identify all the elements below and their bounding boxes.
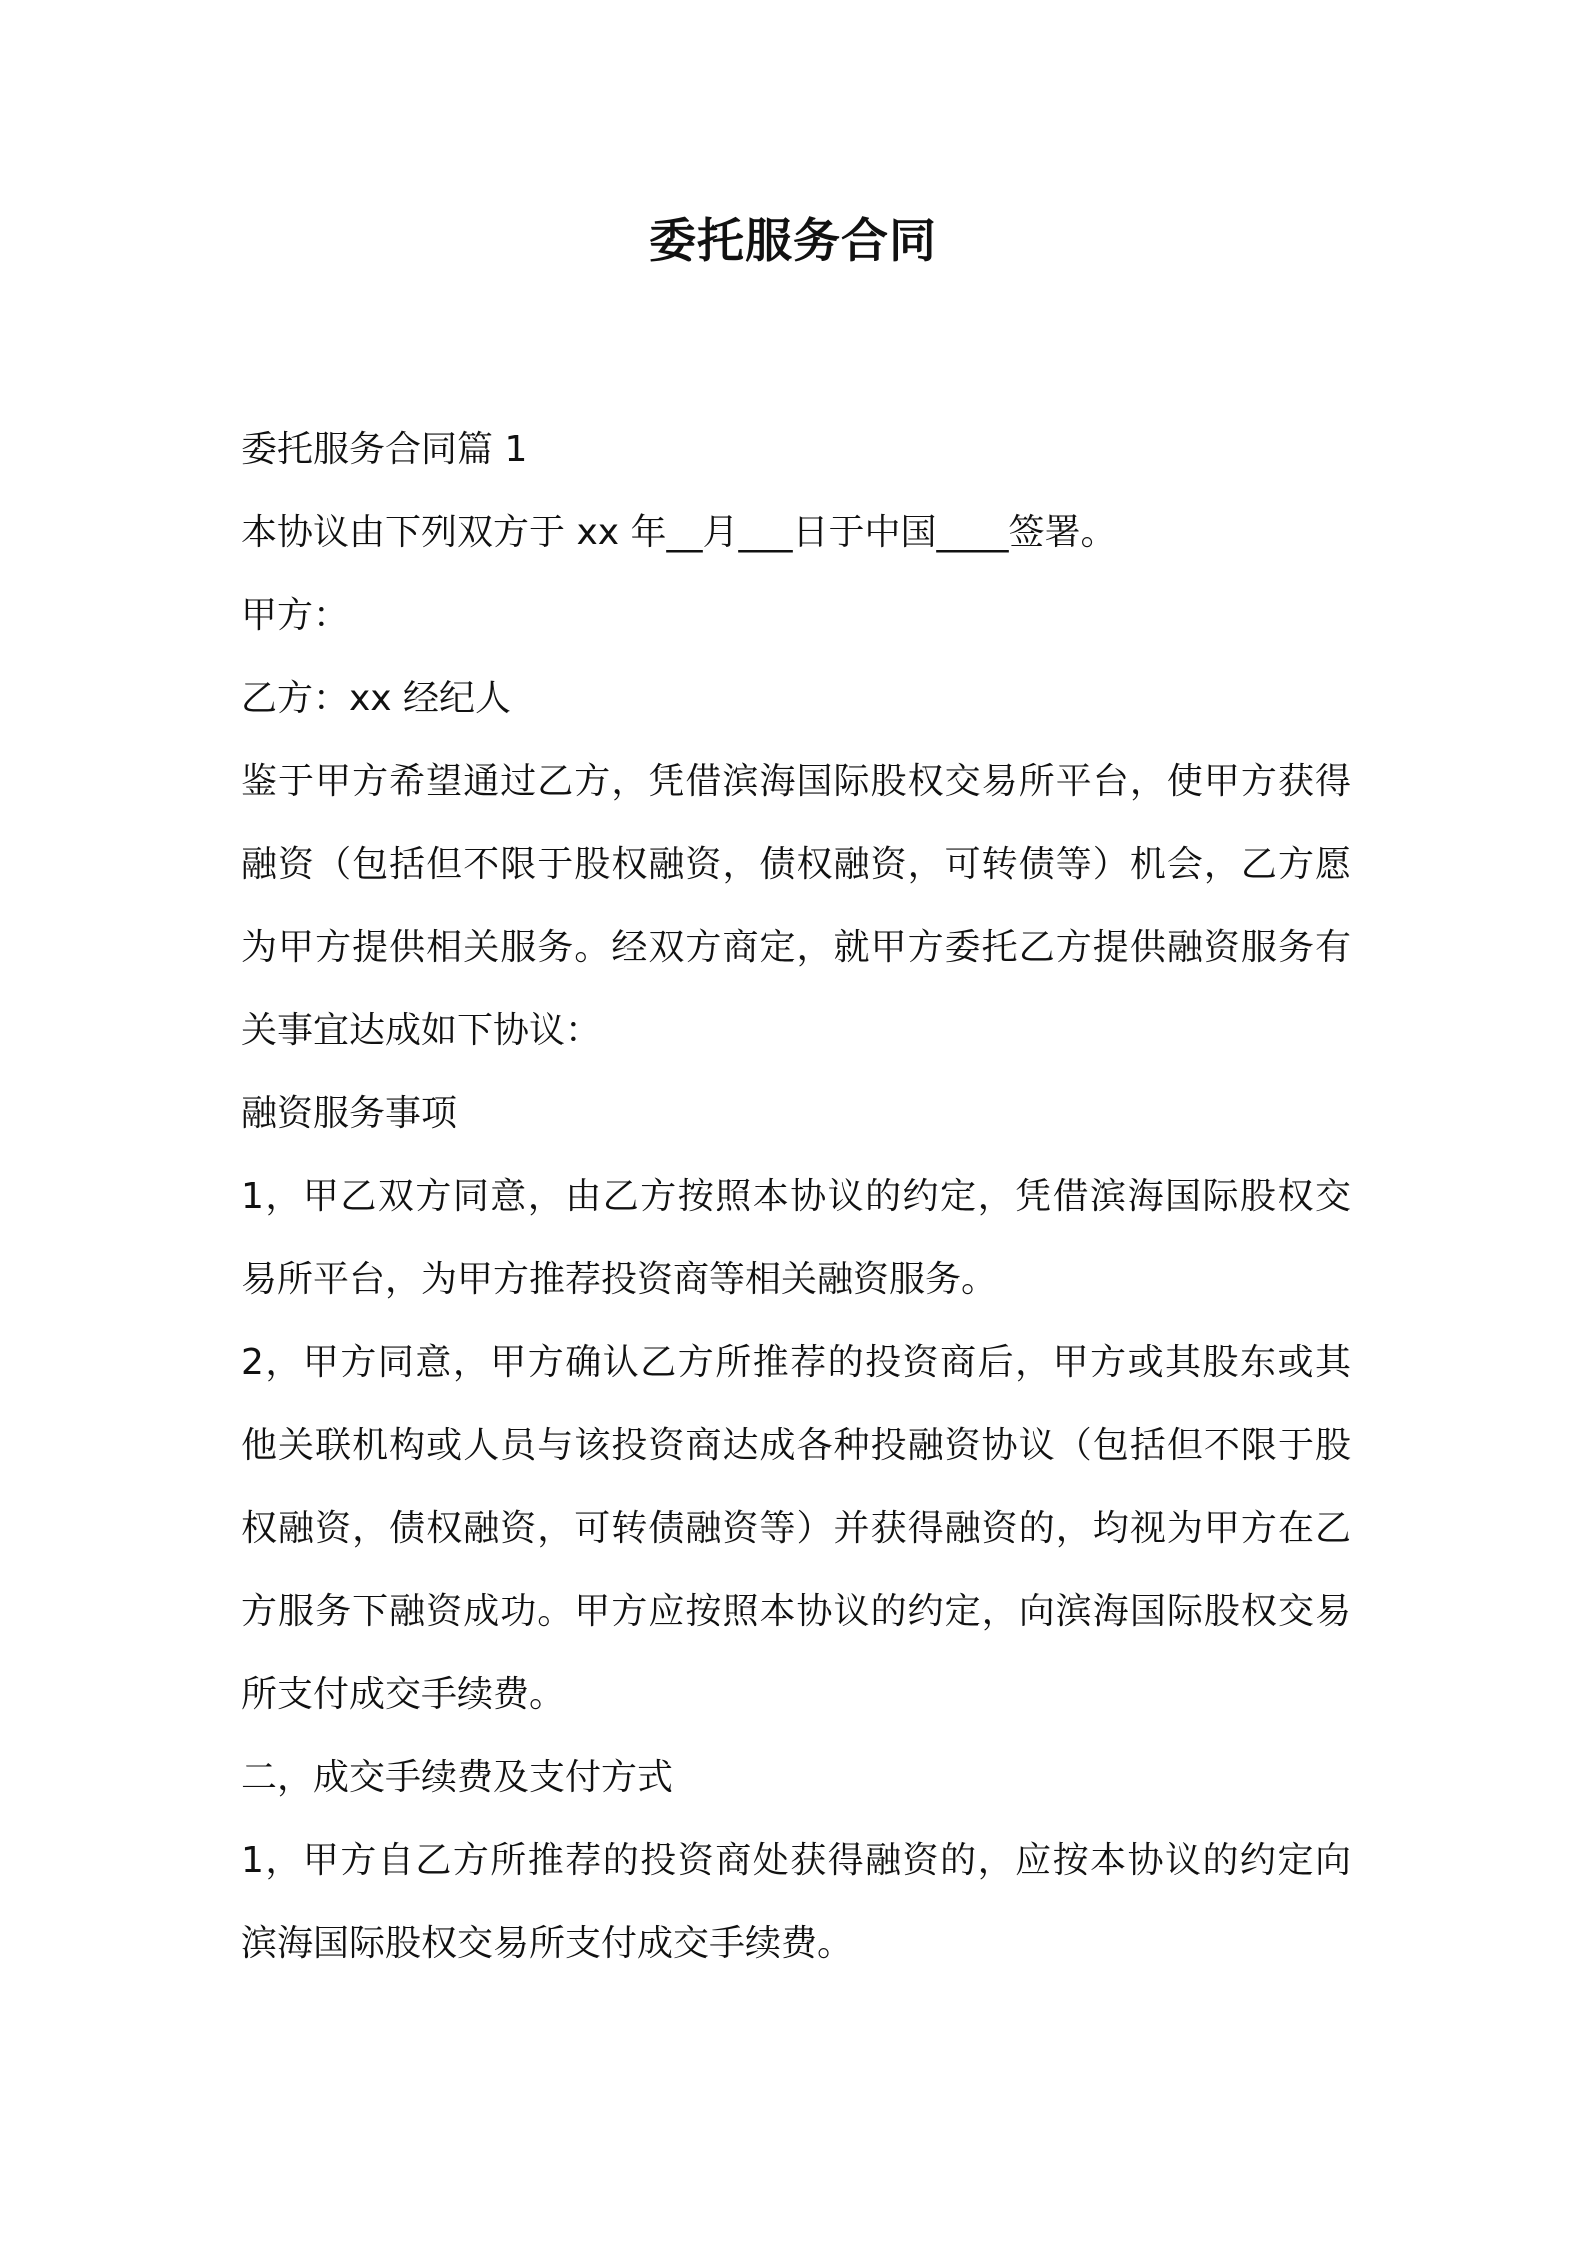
section-heading-fees-and-payment: 二，成交手续费及支付方式	[241, 1757, 674, 1798]
clause-line: 易所平台，为甲方推荐投资商等相关融资服务。	[241, 1259, 998, 1300]
clause-line: 所支付成交手续费。	[241, 1674, 566, 1715]
paragraph-line: 融资（包括但不限于股权融资，债权融资，可转债等）机会，乙方愿	[241, 844, 1351, 885]
clause-line: 1，甲方自乙方所推荐的投资商处获得融资的，应按本协议的约定向	[241, 1840, 1351, 1881]
clause-line: 1，甲乙双方同意，由乙方按照本协议的约定，凭借滨海国际股权交	[241, 1176, 1351, 1217]
clause-line: 权融资，债权融资，可转债融资等）并获得融资的，均视为甲方在乙	[241, 1508, 1351, 1549]
party-a-line: 甲方：	[241, 595, 350, 636]
paragraph-line: 为甲方提供相关服务。经双方商定，就甲方委托乙方提供融资服务有	[241, 927, 1351, 968]
document-body	[241, 408, 1351, 1985]
paragraph-line: 关事宜达成如下协议：	[241, 1010, 602, 1051]
clause-line: 滨海国际股权交易所支付成交手续费。	[241, 1923, 854, 1964]
document-title: 委托服务合同	[649, 214, 937, 269]
clause-line: 他关联机构或人员与该投资商达成各种投融资协议（包括但不限于股	[241, 1425, 1351, 1466]
section-heading-financing-services: 融资服务事项	[241, 1093, 458, 1134]
agreement-date-line: 本协议由下列双方于 xx 年__月___日于中国____签署。	[241, 512, 1117, 553]
clause-line: 方服务下融资成功。甲方应按照本协议的约定，向滨海国际股权交易	[241, 1591, 1351, 1632]
party-b-line: 乙方：xx 经纪人	[241, 678, 512, 719]
paragraph-line: 鉴于甲方希望通过乙方，凭借滨海国际股权交易所平台，使甲方获得	[241, 761, 1351, 802]
clause-line: 2，甲方同意，甲方确认乙方所推荐的投资商后，甲方或其股东或其	[241, 1342, 1351, 1383]
section-heading-part-1: 委托服务合同篇 1	[241, 429, 528, 470]
